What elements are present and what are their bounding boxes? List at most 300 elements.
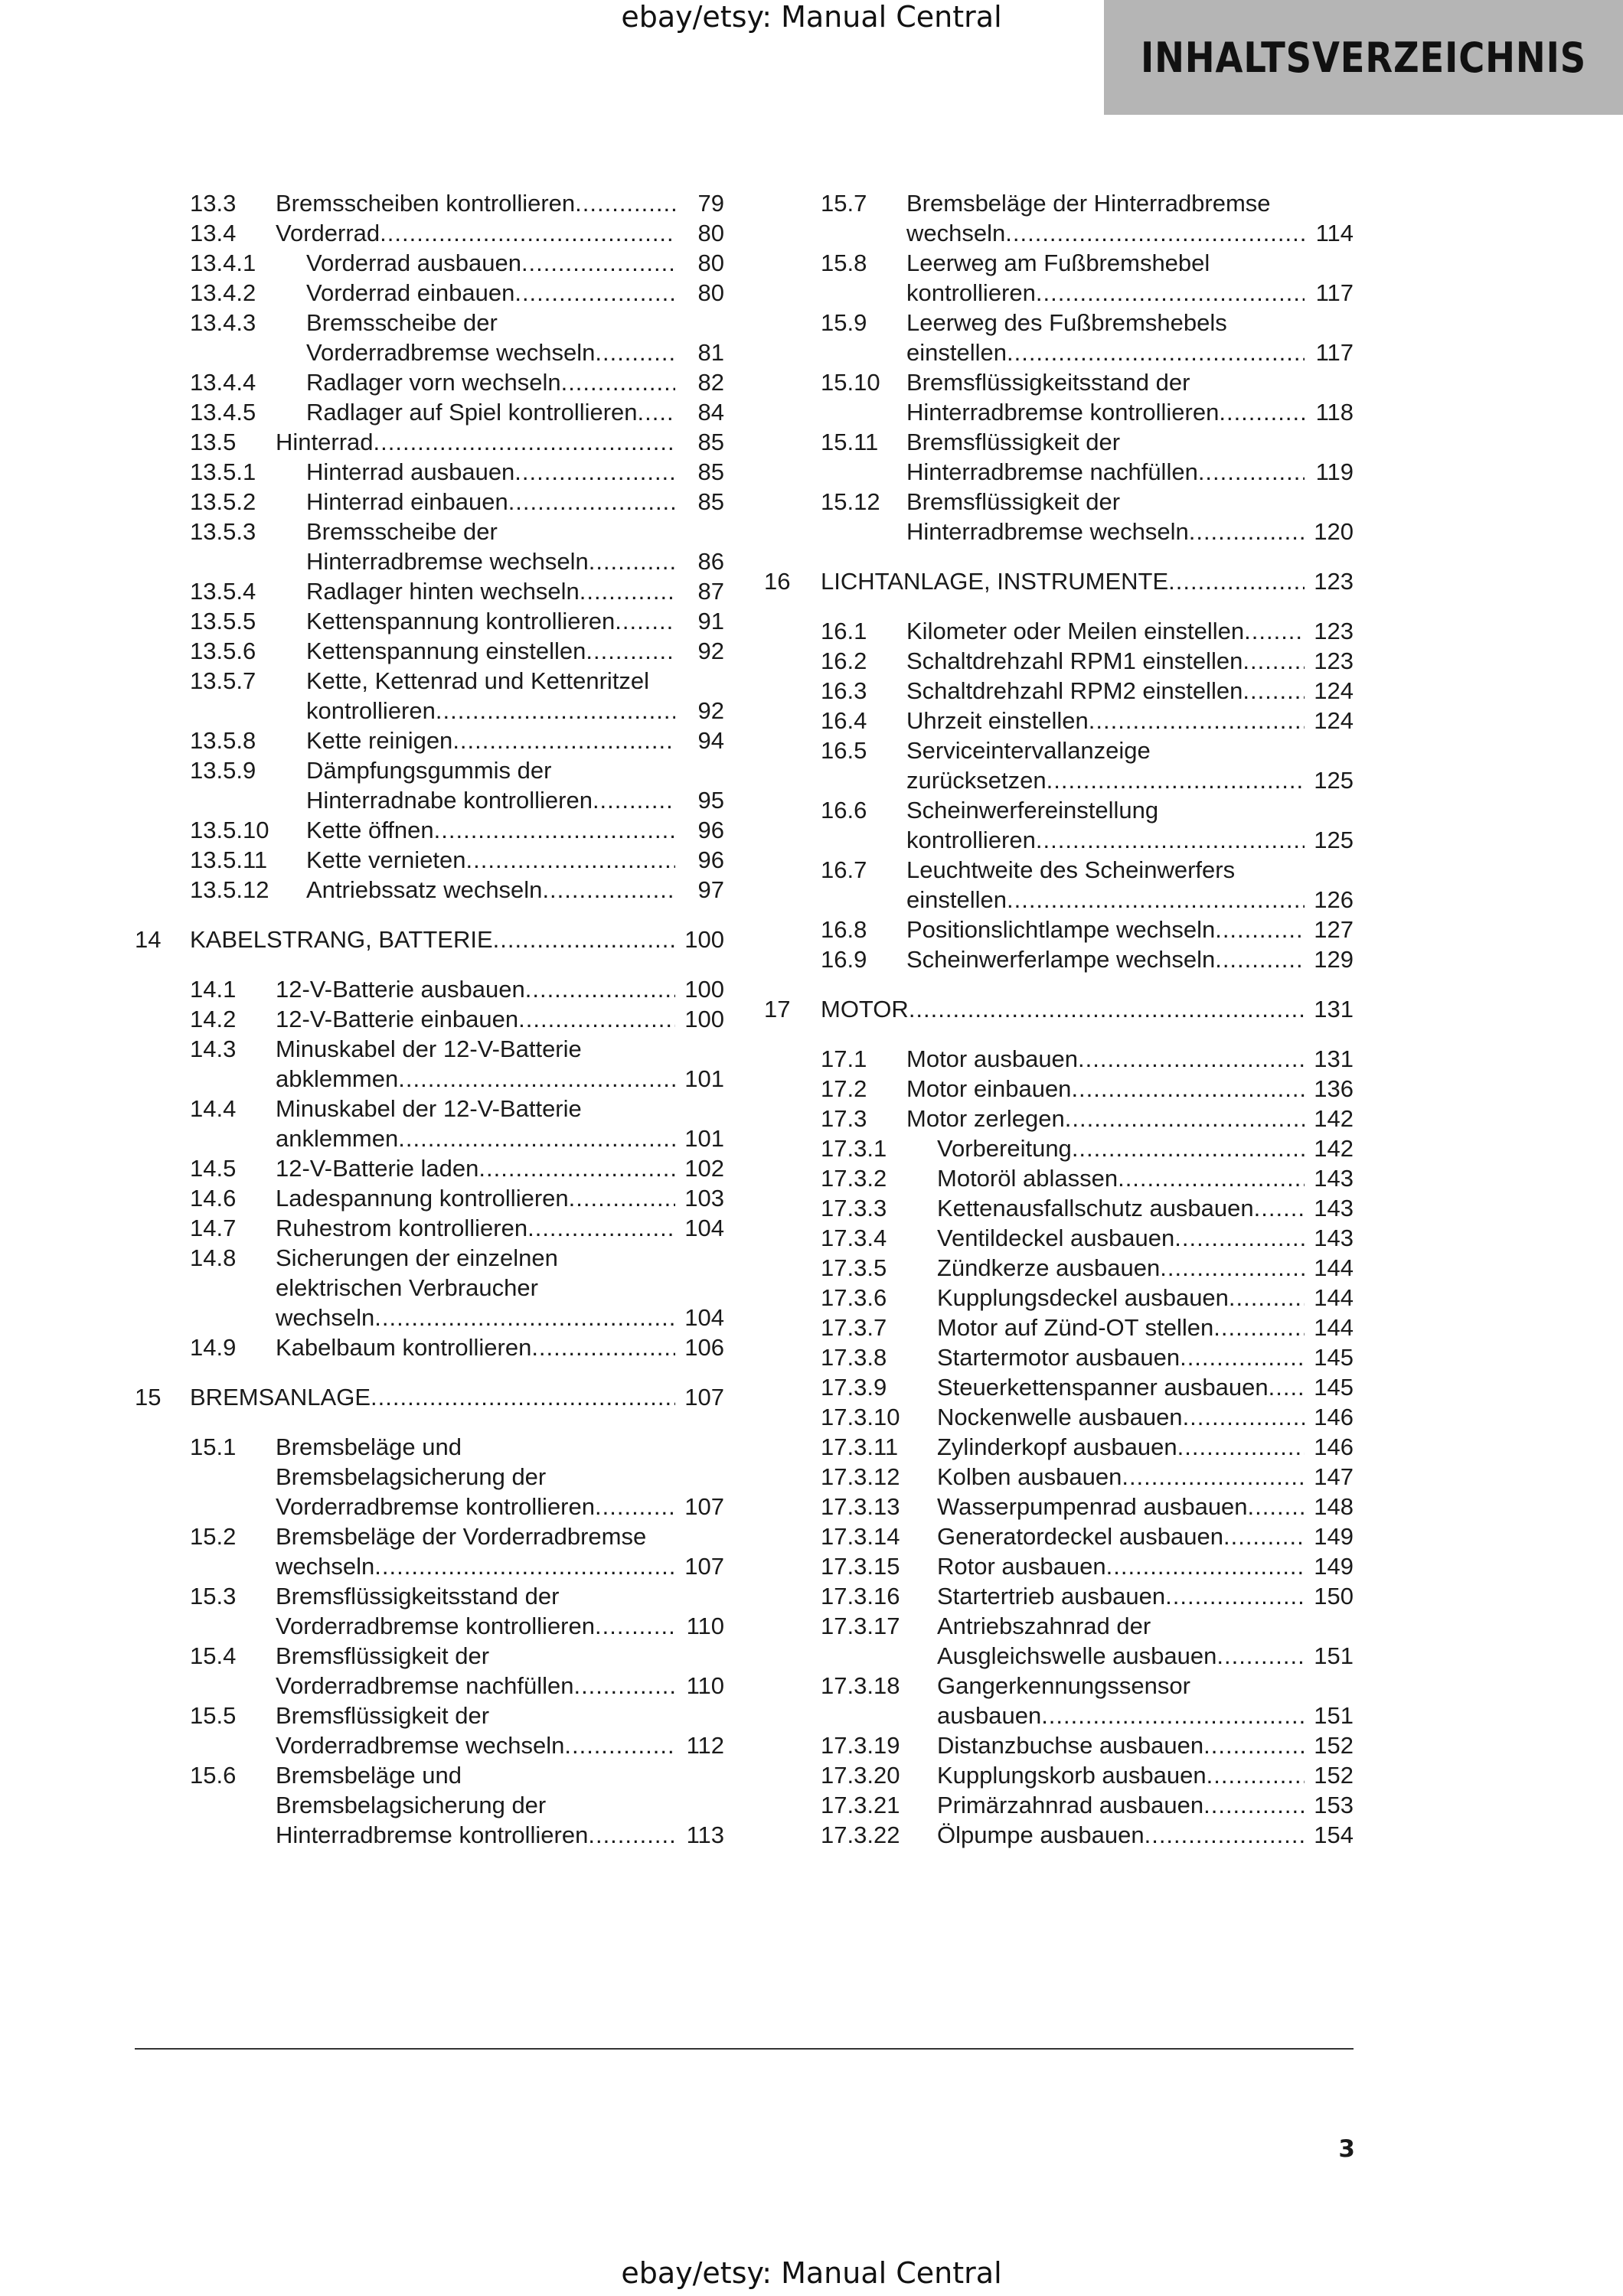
toc-entry-title: MOTOR [821, 996, 909, 1022]
toc-entry-page: 85 [697, 458, 724, 485]
toc-entry[interactable] [764, 735, 1354, 795]
toc-entry-title: Vorderradbremse kontrollieren [276, 1493, 595, 1520]
toc-entry-title: Bremsbelagsicherung der [276, 1463, 547, 1490]
toc-entry-number: 16.3 [821, 677, 867, 704]
toc-entry-title: Hinterradbremse kontrollieren [906, 399, 1220, 426]
toc-dot-leader [1165, 1581, 1305, 1611]
toc-entry-title: Bremsbeläge und [276, 1433, 462, 1460]
toc-dot-leader [589, 546, 675, 576]
toc-entry[interactable] [135, 1432, 724, 1521]
toc-entry-page: 103 [684, 1185, 724, 1212]
toc-entry-title: kontrollieren [906, 279, 1036, 306]
toc-entry-page: 113 [686, 1821, 724, 1848]
toc-entry-title: 12-V-Batterie einbauen [276, 1006, 519, 1032]
toc-entry[interactable] [764, 1342, 1354, 1372]
toc-entry[interactable] [135, 666, 724, 726]
toc-entry-title: Bremsscheiben kontrollieren [276, 190, 576, 217]
toc-entry[interactable] [764, 1730, 1354, 1760]
toc-dot-leader [561, 367, 675, 397]
toc-entry-page: 136 [1314, 1075, 1354, 1102]
toc-entry-title: Kette, Kettenrad und Kettenritzel [306, 667, 650, 694]
toc-entry-page: 80 [697, 249, 724, 276]
toc-entry-title: KABELSTRANG, BATTERIE [190, 926, 493, 953]
toc-dot-leader [1203, 1790, 1305, 1820]
toc-entry-page: 91 [697, 608, 724, 634]
toc-entry[interactable] [764, 1432, 1354, 1462]
toc-entry-page: 107 [684, 1493, 724, 1520]
toc-entry-number: 17.3.18 [821, 1672, 900, 1699]
toc-entry-number: 15.3 [190, 1583, 237, 1609]
toc-entry-number: 17.3.8 [821, 1344, 887, 1371]
toc-entry-number: 13.4 [190, 220, 237, 246]
toc-entry-page: 102 [684, 1155, 724, 1182]
toc-entry-number: 14.4 [190, 1095, 237, 1122]
toc-entry[interactable] [764, 1581, 1354, 1611]
toc-entry[interactable] [135, 1382, 724, 1412]
toc-dot-leader [1106, 1551, 1305, 1581]
toc-entry-number: 15.5 [190, 1702, 237, 1729]
toc-dot-leader [580, 576, 675, 606]
toc-entry[interactable] [764, 188, 1354, 248]
toc-entry-number: 17.3.10 [821, 1404, 900, 1430]
toc-dot-leader [1177, 1432, 1305, 1462]
toc-dot-leader [1078, 1044, 1305, 1074]
toc-entry-title: kontrollieren [306, 697, 436, 724]
toc-dot-leader [909, 994, 1305, 1024]
toc-entry-title: kontrollieren [906, 827, 1036, 853]
toc-entry[interactable] [764, 1671, 1354, 1730]
toc-dot-leader [1071, 1074, 1305, 1104]
toc-entry-number: 17.3 [821, 1105, 867, 1132]
toc-entry-title: Ausgleichswelle ausbauen [937, 1642, 1217, 1669]
toc-entry-number: 15.2 [190, 1523, 237, 1550]
toc-dot-leader [1065, 1104, 1305, 1133]
toc-entry-page: 147 [1314, 1463, 1354, 1490]
toc-dot-leader [1215, 915, 1305, 944]
toc-entry-title: Kette reinigen [306, 727, 453, 754]
toc-entry-title: Ladespannung kontrollieren [276, 1185, 569, 1212]
chapter-header [1104, 0, 1623, 115]
toc-entry[interactable] [135, 974, 724, 1004]
toc-entry-title: Vorderradbremse kontrollieren [276, 1613, 595, 1639]
toc-entry-title: elektrischen Verbraucher [276, 1274, 538, 1301]
toc-entry-title: Vorderradbremse wechseln [306, 339, 596, 366]
toc-entry-number: 17.3.7 [821, 1314, 887, 1341]
toc-entry-title: Hinterrad einbauen [306, 488, 508, 515]
toc-entry-page: 96 [697, 846, 724, 873]
toc-dot-leader [1007, 338, 1305, 367]
toc-entry-title: Bremsflüssigkeit der [906, 488, 1121, 515]
toc-entry-title: Bremsbeläge der Hinterradbremse [906, 190, 1271, 217]
toc-entry-page: 119 [1315, 458, 1354, 485]
toc-dot-leader [374, 1303, 675, 1332]
toc-entry-title: Bremsflüssigkeitsstand der [276, 1583, 560, 1609]
toc-entry[interactable] [135, 278, 724, 308]
toc-entry-title: Nockenwelle ausbauen [937, 1404, 1183, 1430]
toc-entry-number: 17.3.9 [821, 1374, 887, 1401]
toc-entry-page: 117 [1315, 339, 1354, 366]
toc-dot-leader [1180, 1342, 1305, 1372]
toc-dot-leader [1216, 1641, 1305, 1671]
toc-dot-leader [466, 845, 675, 875]
toc-entry-page: 80 [697, 279, 724, 306]
toc-entry-title: Vorderrad einbauen [306, 279, 515, 306]
toc-entry[interactable] [135, 218, 724, 248]
toc-entry[interactable] [764, 855, 1354, 915]
toc-entry-number: 15.4 [190, 1642, 237, 1669]
toc-entry-number: 14.3 [190, 1035, 237, 1062]
toc-entry[interactable] [135, 845, 724, 875]
toc-entry-title: Steuerkettenspanner ausbauen [937, 1374, 1269, 1401]
toc-entry-page: 152 [1314, 1762, 1354, 1789]
toc-entry-title: Kabelbaum kontrollieren [276, 1334, 532, 1361]
toc-entry-page: 127 [1314, 916, 1354, 943]
toc-entry[interactable] [764, 1074, 1354, 1104]
toc-entry-number: 13.5.5 [190, 608, 256, 634]
toc-entry-number: 17.3.6 [821, 1284, 887, 1311]
toc-dot-leader [1041, 1701, 1305, 1730]
toc-entry-title: Ruhestrom kontrollieren [276, 1215, 528, 1241]
toc-entry[interactable] [135, 397, 724, 427]
toc-entry[interactable] [764, 1551, 1354, 1581]
toc-entry-number: 17.3.17 [821, 1613, 900, 1639]
toc-entry-page: 92 [697, 638, 724, 664]
toc-entry-page: 142 [1314, 1135, 1354, 1162]
toc-entry-title: Vorderradbremse nachfüllen [276, 1672, 574, 1699]
toc-entry-number: 15.1 [190, 1433, 237, 1460]
toc-entry-title: zurücksetzen [906, 767, 1047, 794]
toc-entry-page: 107 [684, 1553, 724, 1580]
toc-entry[interactable] [135, 755, 724, 815]
toc-entry[interactable] [764, 367, 1354, 427]
toc-entry-number: 14.7 [190, 1215, 237, 1241]
toc-entry-title: Bremsflüssigkeit der [906, 429, 1121, 455]
toc-dot-leader [542, 875, 675, 905]
toc-entry-number: 16.4 [821, 707, 867, 734]
page-number: 3 [1338, 2135, 1355, 2163]
toc-entry-title: BREMSANLAGE [190, 1384, 371, 1411]
toc-entry-title: Scheinwerferlampe wechseln [906, 946, 1216, 973]
toc-entry-number: 15 [135, 1384, 162, 1411]
toc-entry-number: 16.9 [821, 946, 867, 973]
toc-dot-leader [1089, 706, 1305, 735]
toc-entry[interactable] [764, 646, 1354, 676]
toc-entry[interactable] [764, 427, 1354, 487]
toc-entry-page: 87 [697, 578, 724, 605]
toc-dot-leader [1229, 1283, 1305, 1313]
toc-dot-leader [586, 636, 675, 666]
toc-entry[interactable] [135, 815, 724, 845]
toc-entry-title: Hinterrad [276, 429, 374, 455]
toc-entry-title: Antriebssatz wechseln [306, 876, 543, 903]
toc-entry[interactable] [764, 1611, 1354, 1671]
toc-entry-page: 86 [697, 548, 724, 575]
toc-dot-leader [564, 1730, 675, 1760]
toc-entry[interactable] [135, 1332, 724, 1362]
toc-entry-title: Leerweg des Fußbremshebels [906, 309, 1227, 336]
toc-entry-page: 143 [1314, 1165, 1354, 1192]
toc-entry-page: 100 [684, 976, 724, 1003]
toc-dot-leader [527, 1213, 675, 1243]
toc-entry[interactable] [135, 1094, 724, 1153]
toc-entry[interactable] [135, 487, 724, 517]
toc-entry-title: Generatordeckel ausbauen [937, 1523, 1223, 1550]
toc-entry[interactable] [764, 795, 1354, 855]
toc-entry-page: 125 [1314, 767, 1354, 794]
toc-entry[interactable] [135, 1521, 724, 1581]
toc-entry-number: 14.6 [190, 1185, 237, 1212]
toc-entry-page: 126 [1314, 886, 1354, 913]
toc-entry[interactable] [135, 1243, 724, 1332]
toc-entry[interactable] [135, 875, 724, 905]
toc-entry[interactable] [764, 915, 1354, 944]
toc-dot-leader [514, 457, 675, 487]
toc-entry-page: 81 [697, 339, 724, 366]
toc-entry[interactable] [135, 188, 724, 218]
toc-entry[interactable] [135, 576, 724, 606]
watermark-bottom: ebay/etsy: Manual Central [621, 2256, 1002, 2290]
toc-entry[interactable] [764, 1790, 1354, 1820]
toc-right-column [764, 188, 1354, 1850]
toc-entry-title: Bremsscheibe der [306, 309, 498, 336]
toc-dot-leader [518, 1004, 675, 1034]
toc-entry-page: 96 [697, 817, 724, 843]
toc-entry-title: Schaltdrehzahl RPM2 einstellen [906, 677, 1243, 704]
toc-entry[interactable] [764, 1760, 1354, 1790]
toc-entry-number: 15.12 [821, 488, 880, 515]
toc-dot-leader [525, 974, 675, 1004]
toc-entry-title: Kupplungskorb ausbauen [937, 1762, 1207, 1789]
toc-entry[interactable] [135, 248, 724, 278]
toc-entry[interactable] [135, 606, 724, 636]
toc-entry-title: Bremsflüssigkeit der [276, 1642, 490, 1669]
toc-entry[interactable] [135, 636, 724, 666]
toc-entry[interactable] [764, 706, 1354, 735]
toc-entry[interactable] [135, 1641, 724, 1701]
toc-entry-page: 94 [697, 727, 724, 754]
toc-entry-number: 14.1 [190, 976, 237, 1003]
toc-entry[interactable] [135, 1701, 724, 1760]
toc-entry-number: 13.5.7 [190, 667, 256, 694]
toc-dot-leader [1168, 566, 1305, 596]
toc-entry-title: Radlager hinten wechseln [306, 578, 580, 605]
toc-dot-leader [1254, 1193, 1305, 1223]
toc-entry-number: 13.5.2 [190, 488, 256, 515]
toc-entry-title: Motor zerlegen [906, 1105, 1065, 1132]
toc-entry[interactable] [764, 1313, 1354, 1342]
toc-entry-number: 15.11 [821, 429, 879, 455]
toc-entry-number: 17.2 [821, 1075, 867, 1102]
toc-entry[interactable] [135, 925, 724, 954]
toc-entry[interactable] [135, 427, 724, 457]
toc-entry-number: 14.9 [190, 1334, 237, 1361]
toc-entry-number: 13.5.1 [190, 458, 256, 485]
toc-entry-title: einstellen [906, 339, 1007, 366]
toc-entry-title: Hinterradnabe kontrollieren [306, 787, 593, 814]
toc-entry-page: 143 [1314, 1195, 1354, 1221]
toc-dot-leader [1122, 1462, 1305, 1492]
watermark-top: ebay/etsy: Manual Central [621, 0, 1002, 34]
toc-entry-page: 79 [697, 190, 724, 217]
toc-entry-page: 124 [1314, 707, 1354, 734]
toc-entry-number: 17.3.2 [821, 1165, 887, 1192]
header-title: INHALTSVERZEICHNIS [1140, 34, 1587, 82]
toc-entry[interactable] [764, 1133, 1354, 1163]
toc-entry[interactable] [764, 487, 1354, 546]
toc-entry[interactable] [764, 944, 1354, 974]
toc-entry[interactable] [764, 1820, 1354, 1850]
toc-dot-leader [595, 1611, 675, 1641]
toc-entry-title: Vorbereitung [937, 1135, 1072, 1162]
toc-entry-page: 107 [684, 1384, 724, 1411]
toc-entry[interactable] [764, 1521, 1354, 1551]
toc-dot-leader [595, 1492, 675, 1521]
toc-entry-title: Kupplungsdeckel ausbauen [937, 1284, 1229, 1311]
toc-entry-page: 100 [684, 926, 724, 953]
toc-entry-page: 123 [1314, 647, 1354, 674]
toc-entry-page: 131 [1314, 996, 1354, 1022]
toc-entry[interactable] [764, 1223, 1354, 1253]
toc-entry-number: 13.5.8 [190, 727, 256, 754]
toc-dot-leader [398, 1124, 675, 1153]
toc-entry-number: 13.3 [190, 190, 237, 217]
toc-dot-leader [1248, 1492, 1305, 1521]
toc-entry-number: 13.5.11 [190, 846, 268, 873]
toc-entry-number: 17.3.21 [821, 1792, 900, 1818]
toc-left-column [135, 188, 724, 1850]
toc-entry-number: 15.6 [190, 1762, 237, 1789]
toc-entry-page: 146 [1314, 1433, 1354, 1460]
toc-dot-leader [1160, 1253, 1305, 1283]
toc-entry[interactable] [764, 1253, 1354, 1283]
toc-entry-page: 131 [1314, 1045, 1354, 1072]
toc-entry-page: 110 [686, 1613, 724, 1639]
toc-entry[interactable] [764, 676, 1354, 706]
toc-dot-leader [1198, 457, 1305, 487]
toc-entry[interactable] [135, 457, 724, 487]
toc-entry[interactable] [764, 1044, 1354, 1074]
toc-entry-page: 125 [1314, 827, 1354, 853]
toc-entry-number: 14.8 [190, 1244, 237, 1271]
toc-entry[interactable] [135, 1760, 724, 1850]
toc-entry-title: Bremsflüssigkeit der [276, 1702, 490, 1729]
toc-dot-leader [573, 1671, 675, 1701]
toc-entry[interactable] [764, 1193, 1354, 1223]
toc-entry[interactable] [135, 517, 724, 576]
toc-entry[interactable] [764, 248, 1354, 308]
toc-dot-leader [593, 785, 675, 815]
toc-entry-number: 17.3.15 [821, 1553, 900, 1580]
toc-entry[interactable] [135, 1183, 724, 1213]
toc-entry-page: 104 [684, 1304, 724, 1331]
toc-dot-leader [1183, 1402, 1305, 1432]
toc-entry-title: Primärzahnrad ausbauen [937, 1792, 1204, 1818]
toc-entry-page: 84 [697, 399, 724, 426]
toc-entry-page: 104 [684, 1215, 724, 1241]
toc-entry[interactable] [764, 1283, 1354, 1313]
toc-entry[interactable] [764, 616, 1354, 646]
toc-entry-page: 144 [1314, 1254, 1354, 1281]
toc-entry-page: 153 [1314, 1792, 1354, 1818]
toc-entry[interactable] [764, 1492, 1354, 1521]
toc-dot-leader [478, 1153, 675, 1183]
toc-entry-title: Scheinwerfereinstellung [906, 797, 1159, 823]
toc-entry[interactable] [764, 566, 1354, 596]
toc-entry[interactable] [135, 1213, 724, 1243]
toc-entry-title: Uhrzeit einstellen [906, 707, 1089, 734]
toc-entry-title: Bremsscheibe der [306, 518, 498, 545]
toc-entry-number: 13.4.3 [190, 309, 256, 336]
toc-entry-number: 13.5.4 [190, 578, 256, 605]
toc-dot-leader [1219, 397, 1305, 427]
toc-entry-title: Kettenspannung einstellen [306, 638, 586, 664]
toc-entry-title: Startermotor ausbauen [937, 1344, 1181, 1371]
toc-entry[interactable] [135, 1581, 724, 1641]
toc-dot-leader [1207, 1760, 1305, 1790]
toc-entry-page: 101 [684, 1065, 724, 1092]
toc-entry-number: 16.8 [821, 916, 867, 943]
toc-entry[interactable] [135, 726, 724, 755]
toc-entry[interactable] [764, 1402, 1354, 1432]
toc-entry-page: 129 [1314, 946, 1354, 973]
toc-entry-title: Radlager auf Spiel kontrollieren [306, 399, 638, 426]
toc-entry-number: 13.5.9 [190, 757, 256, 784]
toc-entry-title: Bremsbelagsicherung der [276, 1792, 547, 1818]
toc-entry[interactable] [135, 1004, 724, 1034]
toc-entry-title: Dämpfungsgummis der [306, 757, 552, 784]
toc-entry-title: wechseln [276, 1304, 375, 1331]
toc-dot-leader [374, 1551, 675, 1581]
toc-entry[interactable] [764, 308, 1354, 367]
toc-entry[interactable] [764, 1163, 1354, 1193]
toc-entry-number: 16.2 [821, 647, 867, 674]
toc-entry-page: 117 [1315, 279, 1354, 306]
toc-entry-number: 16.5 [821, 737, 867, 764]
toc-entry-title: ausbauen [937, 1702, 1042, 1729]
toc-entry-title: Vorderradbremse wechseln [276, 1732, 565, 1759]
toc-entry-title: Leerweg am Fußbremshebel [906, 249, 1210, 276]
toc-entry-page: 144 [1314, 1284, 1354, 1311]
toc-entry-page: 143 [1314, 1225, 1354, 1251]
toc-entry[interactable] [135, 1034, 724, 1094]
toc-entry-number: 14 [135, 926, 162, 953]
toc-dot-leader [508, 487, 675, 517]
toc-dot-leader [1189, 517, 1305, 546]
toc-entry[interactable] [764, 1462, 1354, 1492]
toc-entry[interactable] [135, 308, 724, 367]
toc-entry-number: 16.7 [821, 856, 867, 883]
toc-entry-number: 14.5 [190, 1155, 237, 1182]
toc-entry[interactable] [764, 1104, 1354, 1133]
toc-entry-title: Zündkerze ausbauen [937, 1254, 1161, 1281]
toc-entry-number: 17.3.3 [821, 1195, 887, 1221]
toc-dot-leader [1213, 1313, 1305, 1342]
toc-dot-leader [1118, 1163, 1305, 1193]
toc-entry[interactable] [764, 1372, 1354, 1402]
footer-rule [135, 2048, 1354, 2050]
toc-entry-page: 145 [1314, 1374, 1354, 1401]
toc-entry[interactable] [135, 367, 724, 397]
toc-entry[interactable] [764, 994, 1354, 1024]
toc-dot-leader [1244, 616, 1305, 646]
toc-entry-title: Vorderrad ausbauen [306, 249, 521, 276]
toc-entry-page: 144 [1314, 1314, 1354, 1341]
toc-entry-number: 17.3.20 [821, 1762, 900, 1789]
toc-entry-title: Minuskabel der 12-V-Batterie [276, 1035, 582, 1062]
toc-entry-title: Hinterradbremse wechseln [306, 548, 589, 575]
toc-entry[interactable] [135, 1153, 724, 1183]
toc-entry-title: Bremsbeläge der Vorderradbremse [276, 1523, 647, 1550]
